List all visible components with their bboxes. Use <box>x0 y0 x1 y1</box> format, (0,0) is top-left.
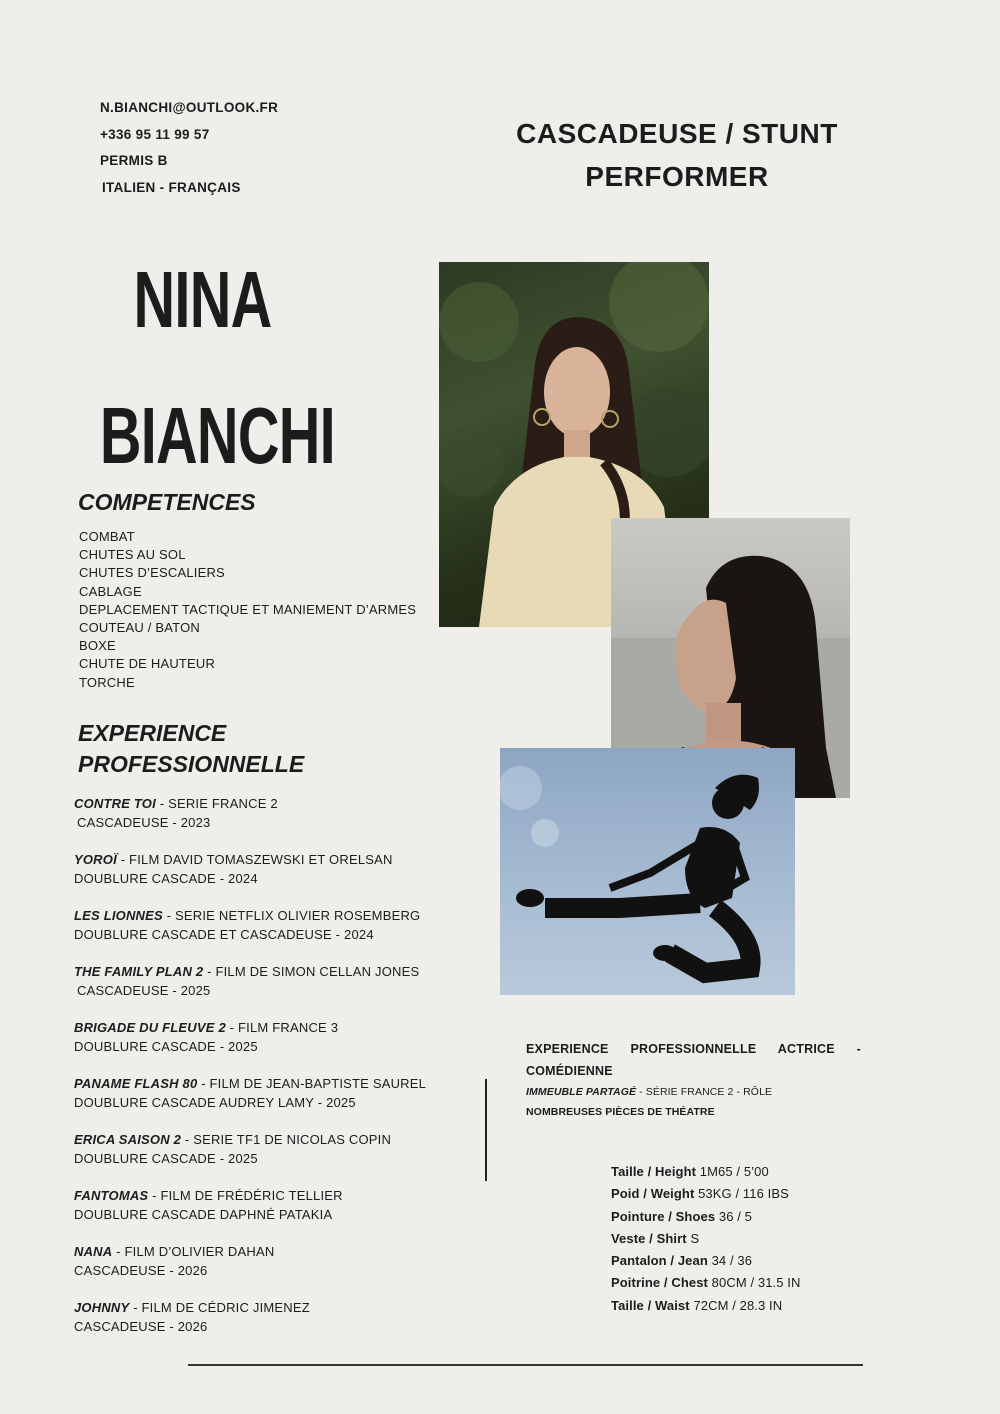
experience-item-detail: - SERIE TF1 DE NICOLAS COPIN <box>181 1132 392 1147</box>
experience-item <box>74 850 474 888</box>
experience-item <box>74 1298 474 1336</box>
measurement-label: Taille / Height <box>611 1164 697 1179</box>
experience-item-title: PANAME FLASH 80 <box>74 1076 198 1091</box>
measurement-label: Veste / Shirt <box>611 1230 687 1246</box>
experience-item-detail: - FILM DAVID TOMASZEWSKI ET ORELSAN <box>116 852 393 867</box>
experience-item-title: THE FAMILY PLAN 2 <box>74 964 204 979</box>
skill-item: COMBAT <box>79 529 135 544</box>
skill-item: CABLAGE <box>79 583 142 599</box>
measurement-label: Pantalon / Jean <box>611 1253 708 1269</box>
measurement-row <box>611 1250 871 1272</box>
experience-title <box>78 718 304 780</box>
experience-title-line1: EXPERIENCE <box>78 720 227 746</box>
experience-item-role: DOUBLURE CASCADE AUDREY LAMY - 2025 <box>74 1095 356 1110</box>
measurement-value: 1M65 / 5’00 <box>696 1164 769 1179</box>
skill-item: DEPLACEMENT TACTIQUE ET MANIEMENT D’ARMES <box>79 601 417 617</box>
action-photo-image <box>500 748 795 995</box>
actress-role-detail: - SÉRIE FRANCE 2 - RÔLE <box>636 1086 773 1098</box>
experience-item-role: CASCADEUSE - 2025 <box>77 983 211 998</box>
contact-info <box>100 98 360 204</box>
experience-item-title: JOHNNY <box>74 1300 130 1315</box>
measurement-label: Poitrine / Chest <box>611 1275 708 1291</box>
experience-item-role: DOUBLURE CASCADE ET CASCADEUSE - 2024 <box>74 927 374 942</box>
vertical-divider <box>485 1079 487 1181</box>
experience-item-role: CASCADEUSE - 2023 <box>77 815 211 830</box>
experience-item-title: NANA <box>74 1244 113 1259</box>
measurement-row <box>611 1161 871 1183</box>
experience-title-line2: PROFESSIONNELLE <box>78 751 305 777</box>
skill-item: CHUTES D’ESCALIERS <box>79 565 225 581</box>
experience-list <box>74 794 474 1354</box>
measurement-value: S <box>686 1230 700 1246</box>
action-photo <box>500 748 795 995</box>
bottom-divider <box>188 1364 863 1366</box>
measurement-label: Pointure / Shoes <box>611 1208 716 1224</box>
measurement-value: 34 / 36 <box>707 1253 753 1269</box>
experience-item <box>74 906 474 944</box>
skills-list <box>79 528 439 692</box>
actress-theatre: NOMBREUSES PIÈCES DE THÉATRE <box>526 1106 715 1118</box>
skill-item: CHUTE DE HAUTEUR <box>79 656 216 672</box>
measurement-row <box>611 1206 871 1228</box>
measurement-row <box>611 1295 871 1317</box>
experience-item-title: FANTOMAS <box>74 1188 149 1203</box>
experience-item-role: CASCADEUSE - 2026 <box>74 1319 208 1334</box>
experience-item <box>74 1018 474 1056</box>
experience-item <box>74 1242 474 1280</box>
skill-item: TORCHE <box>79 674 135 690</box>
experience-item <box>74 794 474 832</box>
experience-item <box>74 1186 474 1224</box>
competences-title: COMPETENCES <box>78 489 256 515</box>
experience-item <box>74 1130 474 1168</box>
experience-item-role: DOUBLURE CASCADE - 2025 <box>74 1039 258 1054</box>
measurement-row <box>611 1183 871 1205</box>
measurement-label: Taille / Waist <box>611 1297 690 1313</box>
role-title-line2: PERFORMER <box>585 161 769 192</box>
experience-item-title: CONTRE TOI <box>74 796 156 811</box>
experience-item-detail: - FILM DE CÉDRIC JIMENEZ <box>129 1300 310 1315</box>
experience-item-role: DOUBLURE CASCADE DAPHNÉ PATAKIA <box>74 1207 333 1222</box>
experience-item-role: DOUBLURE CASCADE - 2024 <box>74 871 258 886</box>
contact-phone[interactable]: +336 95 11 99 57 <box>100 126 210 142</box>
skill-item: COUTEAU / BATON <box>79 620 200 636</box>
experience-item-detail: - FILM DE FRÉDÉRIC TELLIER <box>148 1188 343 1203</box>
contact-email[interactable]: N.BIANCHI@OUTLOOK.FR <box>100 100 279 115</box>
measurement-row <box>611 1272 871 1294</box>
experience-item-title: BRIGADE DU FLEUVE 2 <box>74 1020 226 1035</box>
experience-item-detail: - SERIE NETFLIX OLIVIER ROSEMBERG <box>162 908 421 923</box>
actress-experience-subtitle: COMÉDIENNE <box>526 1064 613 1078</box>
first-name: NINA <box>133 255 272 344</box>
experience-item-detail: - FILM FRANCE 3 <box>225 1020 339 1035</box>
experience-item-detail: - FILM DE SIMON CELLAN JONES <box>203 964 420 979</box>
experience-item-role: DOUBLURE CASCADE - 2025 <box>74 1151 258 1166</box>
measurement-value: 36 / 5 <box>715 1208 753 1224</box>
contact-languages: ITALIEN - FRANÇAIS <box>102 179 241 195</box>
measurement-value: 80CM / 31.5 IN <box>707 1275 801 1291</box>
actress-experience-title: EXPERIENCE PROFESSIONNELLE ACTRICE - <box>526 1042 861 1056</box>
role-title-line1: CASCADEUSE / STUNT <box>516 118 838 149</box>
measurement-row <box>611 1228 871 1250</box>
experience-item-detail: - FILM DE JEAN-BAPTISTE SAUREL <box>197 1076 427 1091</box>
last-name: BIANCHI <box>99 391 335 480</box>
measurement-value: 53KG / 116 IBS <box>694 1186 789 1202</box>
measurement-value: 72CM / 28.3 IN <box>689 1297 783 1313</box>
experience-item-detail: - FILM D’OLIVIER DAHAN <box>112 1244 275 1259</box>
measurements-list <box>611 1161 871 1317</box>
measurement-label: Poid / Weight <box>611 1186 695 1202</box>
actress-experience <box>526 1038 861 1122</box>
skill-item: CHUTES AU SOL <box>79 547 186 563</box>
experience-item-title: LES LIONNES <box>74 908 163 923</box>
experience-item-title: YOROÏ <box>74 852 117 867</box>
contact-license: PERMIS B <box>100 153 168 168</box>
actress-role-title: IMMEUBLE PARTAGÉ <box>526 1086 637 1098</box>
skill-item: BOXE <box>79 638 116 654</box>
experience-item <box>74 1074 474 1112</box>
role-title <box>500 112 854 198</box>
experience-item-role: CASCADEUSE - 2026 <box>74 1263 208 1278</box>
person-name <box>99 232 335 504</box>
experience-item-detail: - SERIE FRANCE 2 <box>155 796 278 811</box>
experience-item <box>74 962 474 1000</box>
experience-item-title: ERICA SAISON 2 <box>74 1132 182 1147</box>
actress-role <box>526 1082 861 1102</box>
